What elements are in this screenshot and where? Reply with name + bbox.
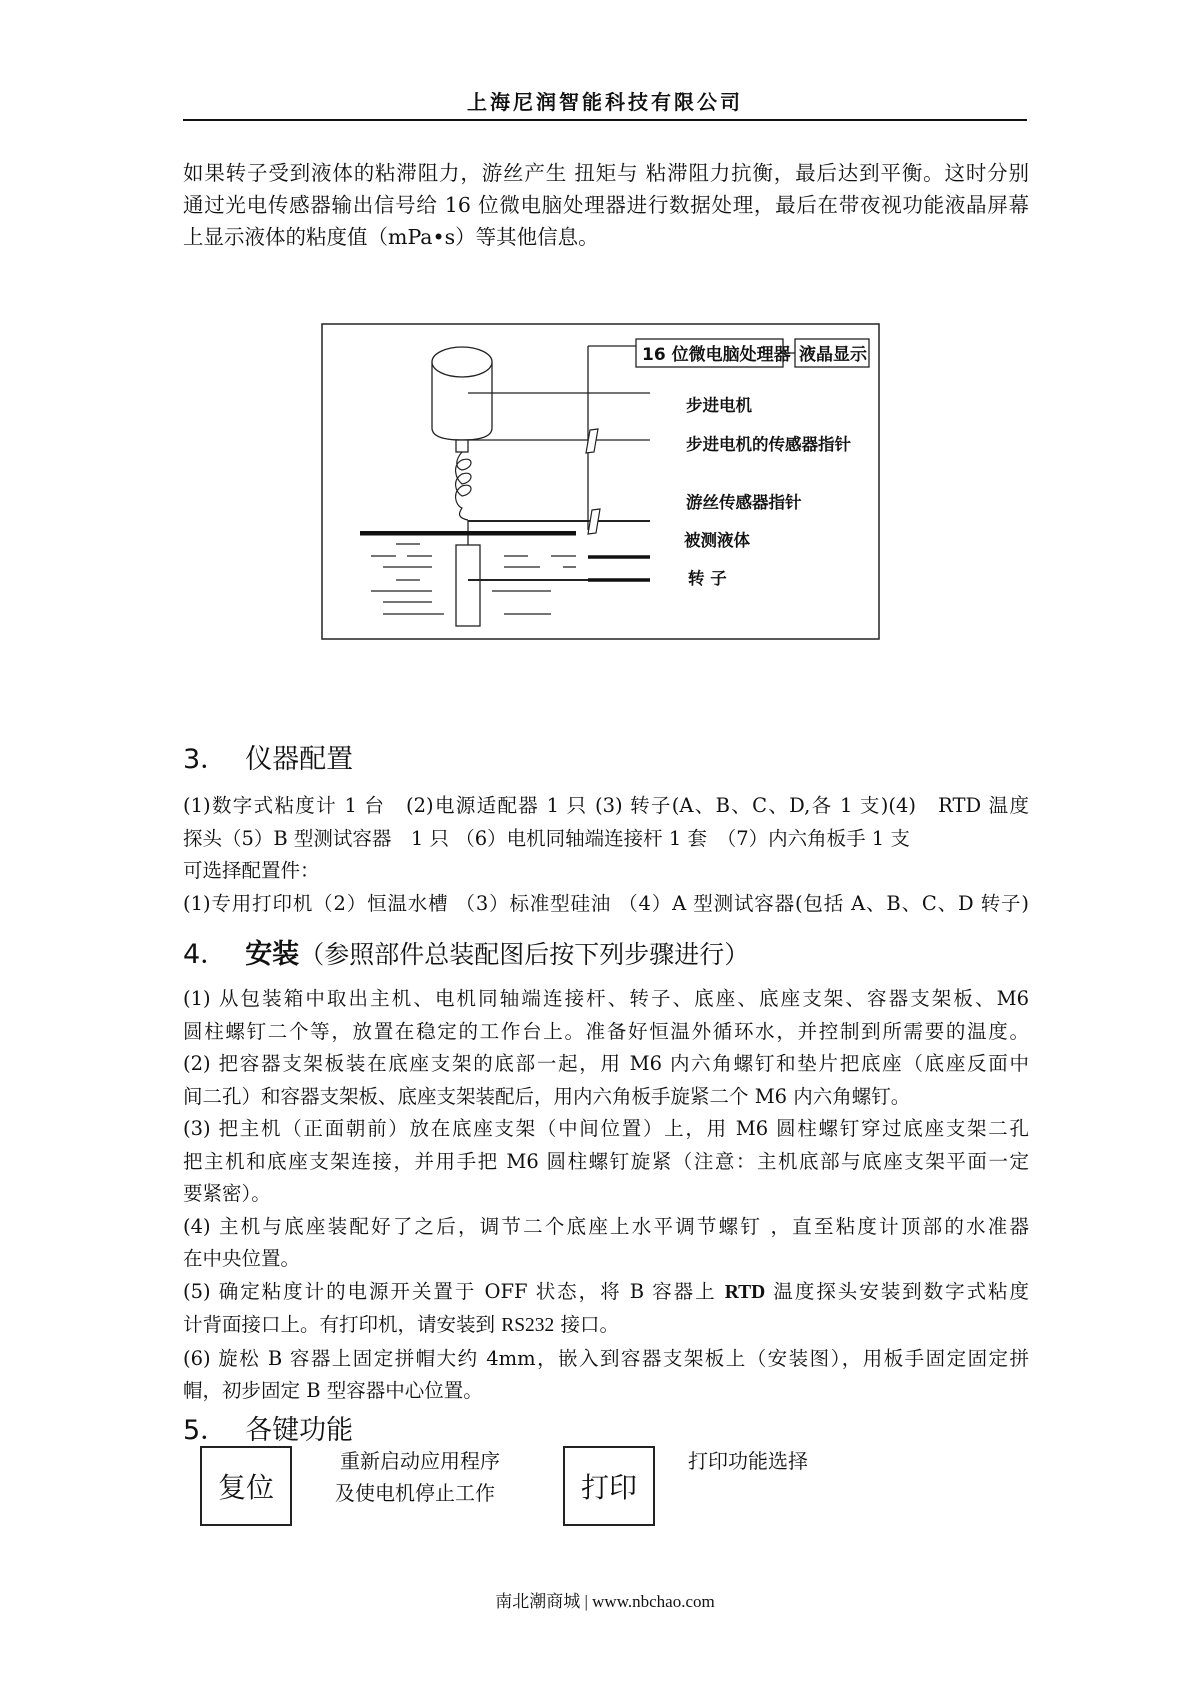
intro-line: 如果转子受到液体的粘滞阻力，游丝产生 扭矩与 粘滞阻力抗衡，最后达到平衡。这时分别 <box>183 161 1029 185</box>
print-key-description <box>688 1445 808 1477</box>
section-subtitle: （参照部件总装配图后按下列步骤进行） <box>299 940 750 969</box>
label-hairspring-sensor-pointer: 游丝传感器指针 <box>686 493 802 512</box>
motor-shaft <box>456 440 468 452</box>
section-5-heading <box>183 1408 353 1447</box>
company-header: 上海尼润智能科技有限公司 <box>467 90 743 114</box>
step-line: 帽，初步固定 B 型容器中心位置。 <box>183 1379 483 1402</box>
section-title: 安装 <box>245 939 300 970</box>
step-text: 接口。 <box>554 1313 620 1336</box>
diagram-frame <box>322 324 879 639</box>
config-line: 可选择配置件： <box>183 859 320 882</box>
step-text: 计背面接口上。有打印机，请安装到 <box>183 1313 502 1336</box>
processor-label: 16 位微电脑处理器 <box>642 345 791 365</box>
step-line: 把主机和底座支架连接，并用手把 M6 圆柱螺钉旋紧（注意：主机底部与底座支架平面一定 <box>183 1149 1029 1173</box>
step-text: 温度探头安装到数字式粘度 <box>765 1279 1029 1303</box>
label-rotor: 转 子 <box>688 569 727 588</box>
step-line <box>183 1276 1029 1310</box>
hairspring-icon <box>456 452 471 520</box>
section-4-body <box>183 983 1029 1408</box>
step-line: (1) 从包装箱中取出主机、电机同轴端连接杆、转子、底座、底座支架、容器支架板、M6 <box>183 987 1029 1010</box>
step-line: 要紧密）。 <box>183 1182 271 1205</box>
step-line: (3) 把主机（正面朝前）放在底座支架（中间位置）上，用 M6 圆柱螺钉穿过底座支架二孔 <box>183 1117 1029 1140</box>
section-number: 5． <box>183 1415 228 1446</box>
config-line: (1)专用打印机（2）恒温水槽 （3）标准型硅油 （4）A 型测试容器(包括 A、B、C、D 转子) <box>183 891 1029 915</box>
rotor <box>456 545 480 626</box>
config-line: (1)数字式粘度计 1 台 (2)电源适配器 1 只 (3) 转子(A、B、C、D,各 1 支)(4) RTD 温度 <box>183 794 1029 817</box>
label-stepper-motor: 步进电机 <box>686 396 752 415</box>
step-line: (4) 主机与底座装配好了之后，调节二个底座上水平调节螺钉 ，直至粘度计顶部的水准器 <box>183 1214 1029 1238</box>
step-line: 圆柱螺钉二个等，放置在稳定的工作台上。准备好恒温外循环水，并控制到所需要的温度。 <box>183 1019 1029 1043</box>
reset-key-description <box>335 1445 500 1509</box>
section-3-body <box>183 790 1029 920</box>
reset-key: 复位 <box>200 1446 292 1526</box>
section-number: 3． <box>183 744 228 775</box>
intro-line: 上显示液体的粘度值（mPa•s）等其他信息。 <box>183 225 599 249</box>
key-desc-line: 重新启动应用程序 <box>340 1449 500 1473</box>
viscometer-principle-diagram <box>0 0 1200 700</box>
step-text: (5) 确定粘度计的电源开关置于 OFF 状态，将 B 容器上 <box>183 1279 725 1303</box>
step-line: 在中央位置。 <box>183 1247 301 1270</box>
intro-line: 通过光电传感器输出信号给 16 位微电脑处理器进行数据处理，最后在带夜视功能液晶屏幕 <box>183 193 1029 217</box>
config-line: 探头（5）B 型测试容器 1 只 （6）电机同轴端连接杆 1 套 （7）内六角板手 1 支 <box>183 826 910 850</box>
key-desc-line: 及使电机停止工作 <box>335 1481 495 1505</box>
liquid-surface <box>360 531 576 536</box>
key-desc-line: 打印功能选择 <box>688 1449 808 1473</box>
step-line: (6) 旋松 B 容器上固定拼帽大约 4mm，嵌入到容器支架板上（安装图），用板手固定固定拼 <box>183 1346 1029 1370</box>
section-number: 4． <box>183 939 228 970</box>
rs232-term: RS232 <box>501 1315 555 1336</box>
hairspring-sensor-pointer-icon <box>588 509 600 534</box>
print-key: 打印 <box>563 1446 655 1526</box>
step-line <box>183 1309 1029 1343</box>
section-title: 各键功能 <box>245 1415 354 1446</box>
step-line: (2) 把容器支架板装在底座支架的底部一起，用 M6 内六角螺钉和垫片把底座（底座反面中 <box>183 1052 1029 1075</box>
lcd-label: 液晶显示 <box>799 345 867 365</box>
section-4-heading <box>183 932 749 971</box>
rtd-term: RTD <box>724 1281 766 1303</box>
section-title: 仪器配置 <box>245 744 354 775</box>
label-motor-sensor-pointer: 步进电机的传感器指针 <box>686 435 851 454</box>
section-3-heading <box>183 737 353 776</box>
footer-text: 南北潮商城 | www.nbchao.com <box>495 1592 715 1611</box>
step-line: 间二孔）和容器支架板、底座支架装配后，用内六角板手旋紧二个 M6 内六角螺钉。 <box>183 1084 911 1108</box>
label-measured-liquid: 被测液体 <box>684 531 750 550</box>
